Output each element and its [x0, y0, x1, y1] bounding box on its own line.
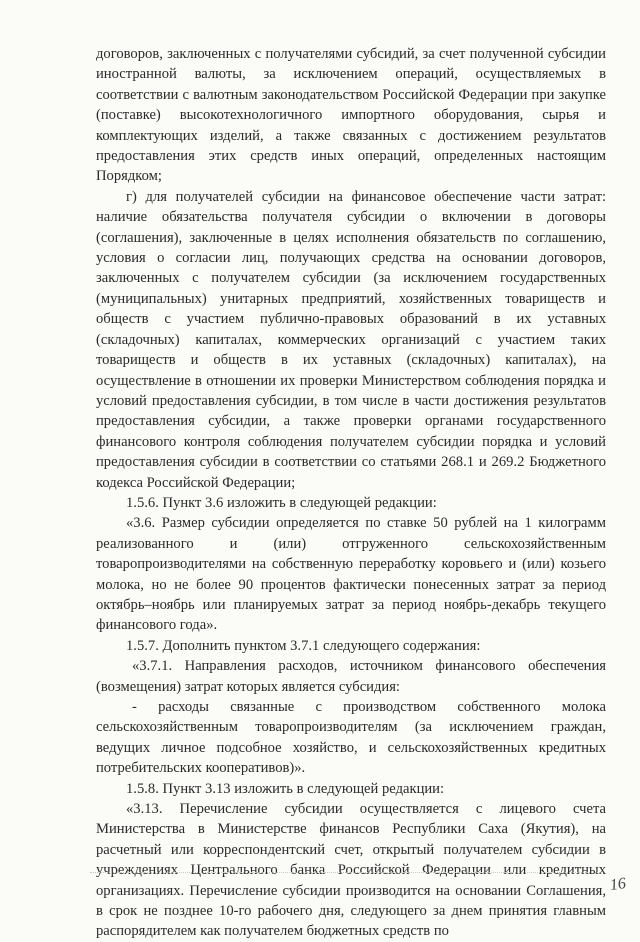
paragraph-3: 1.5.6. Пункт 3.6 изложить в следующей редакции:	[126, 494, 437, 511]
paragraph-7: - расходы связанные с производством собственного молока сельскохозяйственным товаропроизводителям (за исключением граждан, ведущих личное подсобное хозяйство, и сельскохозяйственных кредитных потребительских кооперативов)».	[96, 699, 606, 777]
document-body	[96, 44, 606, 942]
paragraph-2: г) для получателей субсидии на финансовое обеспечение части затрат: наличие обязательства получателя субсидии о включении в договоры (соглашения), заключенные в целях исполнения обязательств по соглашению, условия о согласии лиц, получающих средства на основании договоров, заключенных с получателем субсидии (за исключением государственных (муниципальных) унитарных предприятий, хозяйственных товариществ и обществ с участием публично-правовых образований в их уставных (складочных) капиталах, коммерческих организаций с участием таких товариществ и обществ в их уставных (складочных) капиталах), на осуществление в отношении их проверки Министерством соблюдения порядка и условий предоставления субсидии, в том числе в части достижения результатов предоставления субсидии, а также проверки органами государственного финансового контроля соблюдения получателем субсидии порядка и условий предоставления субсидии в соответствии со статьями 268.1 и 269.2 Бюджетного кодекса Российской Федерации;	[96, 188, 606, 491]
bottom-divider	[90, 872, 600, 873]
paragraph-9: «3.13. Перечисление субсидии осуществляется с лицевого счета Министерства в Министерстве финансов Республики Саха (Якутия), на расчетный или корреспондентский счет, открытый получателем субсидии в учреждениях Центрального банка Российской Федерации или кредитных организациях. Перечисление субсидии производится на основании Соглашения, в срок не позднее 10-го рабочего дня, следующего за днем принятия главным распорядителем как получателем бюджетных средств по	[96, 801, 606, 940]
paragraph-1: договоров, заключенных с получателями субсидий, за счет полученной субсидии иностранной валюты, за исключением операций, осуществляемых в соответствии с валютным законодательством Российской Федерации при закупке (поставке) высокотехнологичного импортного оборудования, сырья и комплектующих изделий, а также связанных с достижением результатов предоставления этих средств иных операций, определенных настоящим Порядком;	[96, 46, 606, 185]
paragraph-4: «3.6. Размер субсидии определяется по ставке 50 рублей на 1 килограмм реализованного и (или) отгруженного сельскохозяйственным товаропроизводителями на собственную переработку коровьего и (или) козьего молока, но не более 90 процентов фактически понесенных затрат за период октябрь–ноябрь или планируемых затрат за период ноябрь-декабрь текущего финансового года».	[96, 515, 606, 634]
page-number: 16	[608, 874, 628, 895]
paragraph-8: 1.5.8. Пункт 3.13 изложить в следующей редакции:	[126, 780, 445, 797]
paragraph-6: «3.7.1. Направления расходов, источником финансового обеспечения (возмещения) затрат которых является субсидия:	[96, 658, 606, 695]
paragraph-5: 1.5.7. Дополнить пунктом 3.7.1 следующего содержания:	[126, 637, 481, 654]
